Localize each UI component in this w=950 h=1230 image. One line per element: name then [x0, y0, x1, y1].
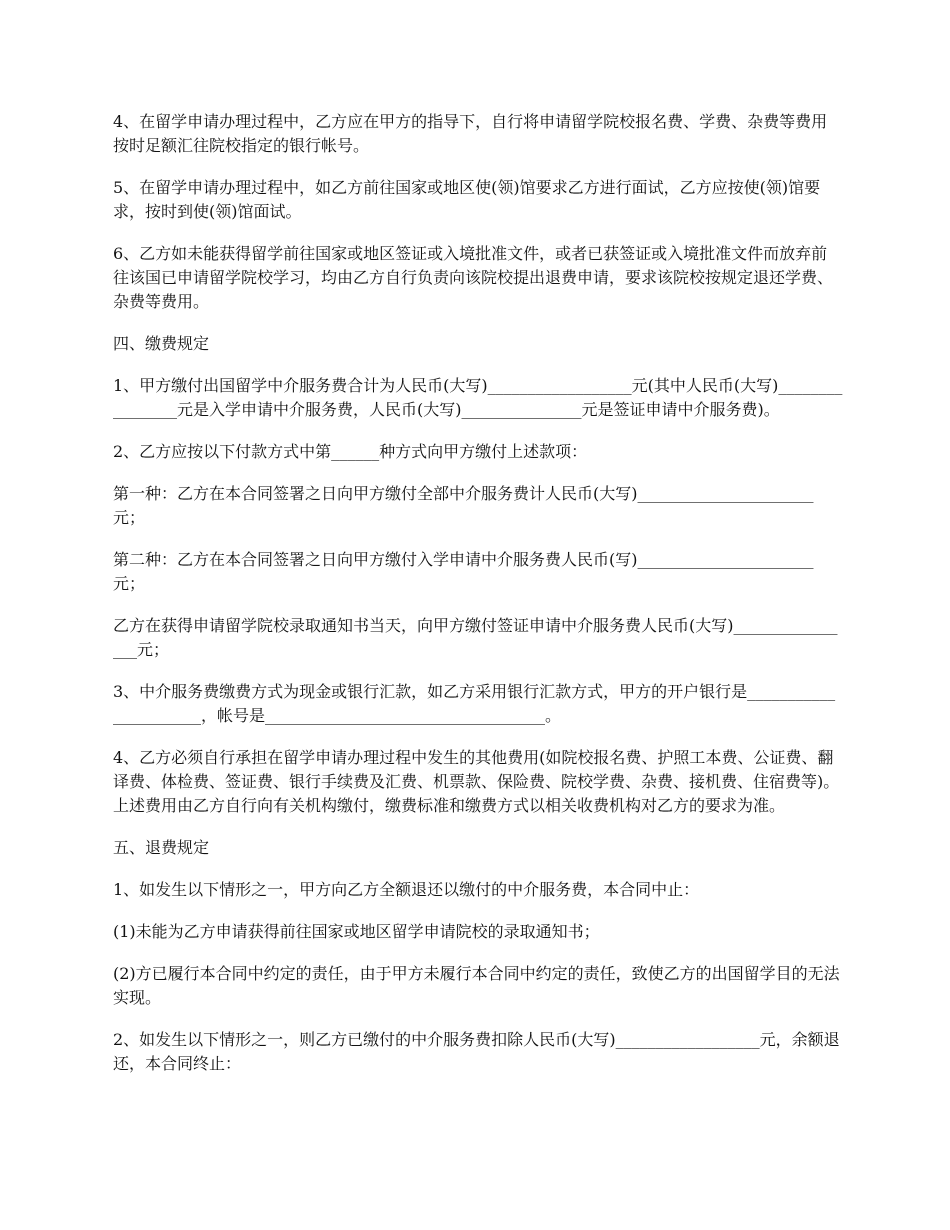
- clause-4-tuition-payment: 4、在留学申请办理过程中，乙方应在甲方的指导下，自行将申请留学院校报名费、学费、杂费等费用按时足额汇往院校指定的银行帐号。: [113, 112, 828, 155]
- section-heading-fees: 四、缴费规定: [113, 334, 210, 353]
- fee-clause-3-bank: 3、中介服务费缴费方式为现金或银行汇款，如乙方采用银行汇款方式，甲方的开户银行是______________________，帐号是___________________________________。: [113, 682, 836, 725]
- refund-clause-2-partial: 2、如发生以下情形之一，则乙方已缴付的中介服务费扣除人民币(大写)__________________元，余额退还，本合同终止：: [113, 1030, 840, 1073]
- refund-case-2: (2)方已履行本合同中约定的责任，由于甲方未履行本合同中约定的责任，致使乙方的出国留学目的无法实现。: [113, 964, 840, 1007]
- document-body: [113, 110, 843, 1094]
- section-heading-refund: 五、退费规定: [113, 838, 210, 857]
- fee-clause-2-method: 2、乙方应按以下付款方式中第______种方式向甲方缴付上述款项：: [113, 442, 588, 461]
- fee-clause-1-total: 1、甲方缴付出国留学中介服务费合计为人民币(大写)__________________元(其中人民币(大写)________________元是入学申请中介服务费，人民币(大写)_______________元是签证申请中介服务费)。: [113, 376, 843, 419]
- payment-option-2-visa-fee: 乙方在获得申请留学院校录取通知书当天，向甲方缴付签证申请中介服务费人民币(大写)________________元；: [113, 616, 838, 659]
- payment-option-2: 第二种：乙方在本合同签署之日向甲方缴付入学申请中介服务费人民币(写)______________________元；: [113, 550, 814, 593]
- fee-clause-4-other-costs: 4、乙方必须自行承担在留学申请办理过程中发生的其他费用(如院校报名费、护照工本费、公证费、翻译费、体检费、签证费、银行手续费及汇费、机票款、保险费、院校学费、杂费、接机费、住宿费等)。上述费用由乙方自行向有关机构缴付，缴费标准和缴费方式以相关收费机构对乙方的要求为准。: [113, 748, 840, 815]
- clause-5-embassy-interview: 5、在留学申请办理过程中，如乙方前往国家或地区使(领)馆要求乙方进行面试，乙方应按使(领)馆要求，按时到使(领)馆面试。: [113, 178, 821, 221]
- clause-6-visa-refusal: 6、乙方如未能获得留学前往国家或地区签证或入境批准文件，或者已获签证或入境批准文件而放弃前往该国已申请留学院校学习，均由乙方自行负责向该院校提出退费申请，要求该院校按规定退还学费、杂费等费用。: [113, 244, 834, 311]
- payment-option-1: 第一种：乙方在本合同签署之日向甲方缴付全部中介服务费计人民币(大写)______________________元；: [113, 484, 814, 527]
- refund-case-1: (1)未能为乙方申请获得前往国家或地区留学申请院校的录取通知书；: [113, 922, 600, 941]
- refund-clause-1-full: 1、如发生以下情形之一，甲方向乙方全额退还以缴付的中介服务费，本合同中止：: [113, 880, 700, 899]
